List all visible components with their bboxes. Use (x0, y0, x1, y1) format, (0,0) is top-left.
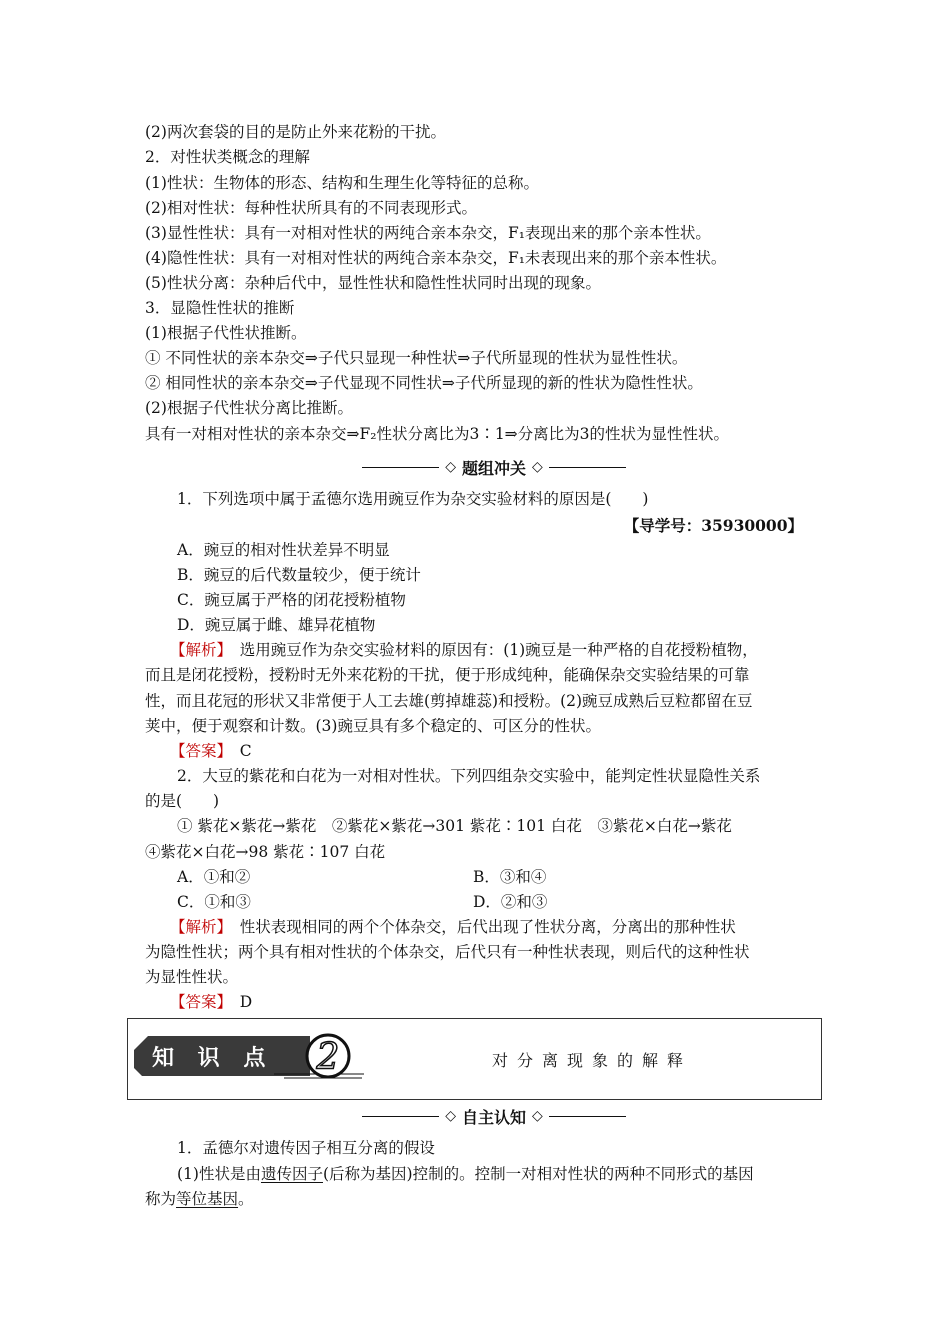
answer-line (170, 992, 252, 1012)
answer-line (170, 741, 252, 761)
text-line: (1)根据子代性状推断。 (145, 324, 307, 342)
reference-number: 【导学号：35930000】 (623, 516, 803, 535)
text-line: (2)根据子代性状分离比推断。 (145, 399, 353, 417)
diamond-icon: ◇ (532, 459, 543, 475)
text-line: (2)相对性状：每种性状所具有的不同表现形式。 (145, 199, 477, 217)
underlined-term: 等位基因 (176, 1190, 239, 1208)
analysis-tag: 【解析】 (170, 641, 225, 659)
option-a: A．豌豆的相对性状差异不明显 (177, 541, 390, 559)
knowledge-point-title: 对分离现象的解释 (491, 1050, 692, 1070)
text-line: (3)显性性状：具有一对相对性状的两纯合亲本杂交，F₁表现出来的那个亲本性状。 (145, 224, 711, 242)
text-fragment: (1)性状是由 (177, 1165, 261, 1183)
section-divider-practice (362, 456, 626, 478)
text-line (145, 1189, 254, 1209)
text-line: (2)两次套袋的目的是防止外来花粉的干扰。 (145, 123, 446, 141)
option-d: D．②和③ (473, 893, 548, 911)
answer-value: C (224, 742, 252, 760)
option-d: D．豌豆属于雌、雄异花植物 (177, 616, 376, 634)
text-fragment: 称为 (145, 1190, 177, 1208)
analysis-line: 性，而且花冠的形状又非常便于人工去雄(剪掉雄蕊)和授粉。(2)豌豆成熟后豆粒都留在豆 (145, 692, 753, 710)
divider-rule (549, 467, 626, 468)
text-line: (5)性状分离：杂种后代中，显性性状和隐性性状同时出现的现象。 (145, 274, 601, 292)
question-stem: 的是( ) (145, 792, 220, 810)
question-stem: 2．大豆的紫花和白花为一对相对性状。下列四组杂交实验中，能判定性状显隐性关系 (177, 767, 761, 785)
analysis-line: 而且是闭花授粉，授粉时无外来花粉的干扰，便于形成纯种，能确保杂交实验结果的可靠 (145, 666, 750, 684)
analysis-line: 为显性性状。 (145, 968, 239, 986)
analysis-line: 荚中，便于观察和计数。(3)豌豆具有多个稳定的、可区分的性状。 (145, 717, 601, 735)
option-c: C．①和③ (177, 893, 251, 911)
banner-label: 知 识 点 (152, 1046, 274, 1071)
analysis-text: 选用豌豆作为杂交实验材料的原因有：(1)豌豆是一种严格的自花授粉植物， (224, 641, 758, 659)
answer-value: D (224, 993, 253, 1011)
section-divider-self-study (362, 1105, 626, 1127)
text-line: 具有一对相对性状的亲本杂交⇒F₂性状分离比为3∶1⇒分离比为3的性状为显性性状。 (145, 425, 730, 443)
divider-rule (362, 467, 439, 468)
option-a: A．①和② (177, 868, 251, 886)
subheading: 1．孟德尔对遗传因子相互分离的假设 (177, 1139, 435, 1157)
text-fragment: (后称为基因)控制的。控制一对相对性状的两种不同形式的基因 (322, 1165, 754, 1183)
option-b: B．③和④ (473, 868, 547, 886)
analysis-line: 为隐性性状；两个具有相对性状的个体杂交，后代只有一种性状表现，则后代的这种性状 (145, 943, 750, 961)
knowledge-point-number: 2 (316, 1037, 340, 1078)
text-line: ② 相同性状的亲本杂交⇒子代显现不同性状⇒子代所显现的新的性状为隐性性状。 (145, 374, 703, 392)
subheading: 2．对性状类概念的理解 (145, 148, 310, 166)
text-line: (4)隐性性状：具有一对相对性状的两纯合亲本杂交，F₁未表现出来的那个亲本性状。 (145, 249, 727, 267)
text-line: (1)性状：生物体的形态、结构和生理生化等特征的总称。 (145, 174, 539, 192)
text-line (177, 1164, 754, 1184)
cross-line: ④紫花×白花→98 紫花∶107 白花 (145, 843, 386, 861)
analysis-tag: 【解析】 (170, 918, 225, 936)
divider-rule (362, 1116, 439, 1117)
analysis-line (170, 917, 736, 937)
option-b: B．豌豆的后代数量较少，便于统计 (177, 566, 421, 584)
option-c: C．豌豆属于严格的闭花授粉植物 (177, 591, 406, 609)
diamond-icon: ◇ (445, 459, 456, 475)
answer-tag: 【答案】 (170, 993, 225, 1011)
knowledge-point-banner (134, 1030, 364, 1082)
text-fragment: 。 (238, 1190, 254, 1208)
subheading: 3．显隐性性状的推断 (145, 299, 295, 317)
answer-tag: 【答案】 (170, 742, 225, 760)
text-line: ① 不同性状的亲本杂交⇒子代只显现一种性状⇒子代所显现的性状为显性性状。 (145, 349, 688, 367)
question-stem: 1．下列选项中属于孟德尔选用豌豆作为杂交实验材料的原因是( ) (177, 490, 649, 508)
analysis-line (170, 640, 758, 660)
divider-rule (549, 1116, 626, 1117)
divider-label: 自主认知 (462, 1107, 527, 1127)
analysis-text: 性状表现相同的两个个体杂交，后代出现了性状分离，分离出的那种性状 (224, 918, 736, 936)
diamond-icon: ◇ (445, 1108, 456, 1124)
divider-label: 题组冲关 (462, 458, 527, 478)
diamond-icon: ◇ (532, 1108, 543, 1124)
cross-line: ① 紫花×紫花→紫花 ②紫花×紫花→301 紫花∶101 白花 ③紫花×白花→紫花 (177, 817, 732, 835)
underlined-term: 遗传因子 (260, 1165, 323, 1183)
